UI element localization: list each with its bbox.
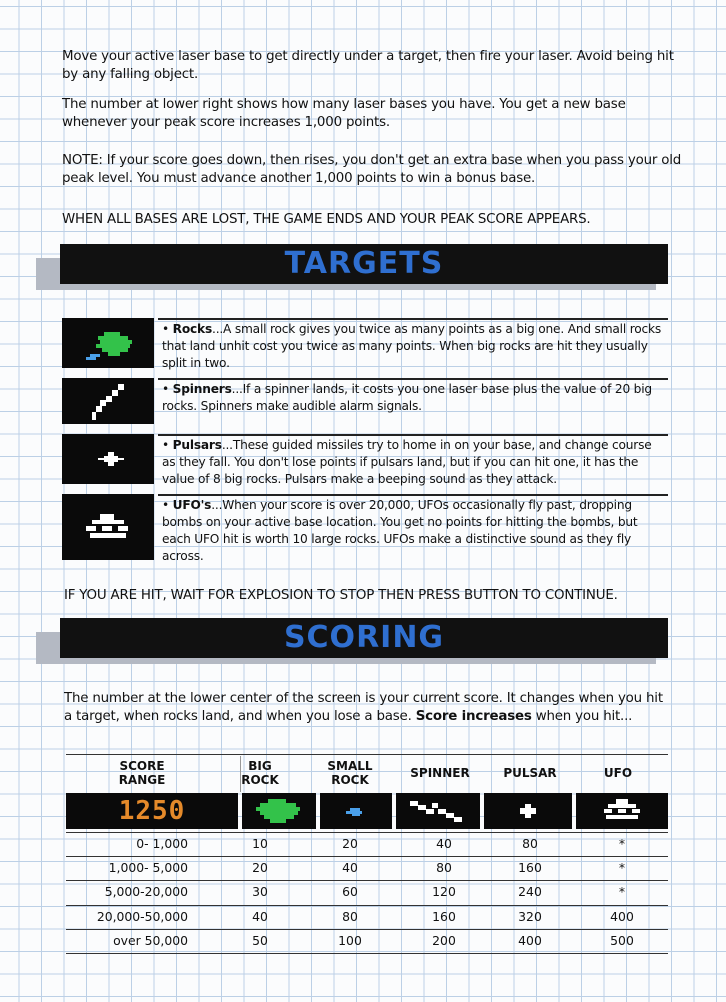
big-points-cell: 40 xyxy=(252,908,268,924)
big-rock-icon xyxy=(242,793,316,829)
ufos-description: • UFO's...When your score is over 20,000, UFOs occasionally fly past, dropping bombs on your active base location. You get no points for hitting the bombs, but each UFO hit is worth 10 large rocks. UFOs make a distinctive sound as they fly across. xyxy=(162,498,638,563)
big-rock-icon-box xyxy=(242,793,316,829)
target-row-pulsars xyxy=(62,434,668,486)
rocks-text: ...A small rock gives you twice as many points as a big one. And small rocks that land unhit cost you twice as many points. When big rocks are hit they usually split in two. xyxy=(162,322,662,370)
pulsar-points-cell: 400 xyxy=(518,932,542,948)
spinner-points-cell: 80 xyxy=(436,860,452,876)
ufo-points-cell: * xyxy=(618,836,626,851)
intro-note-paragraph: NOTE: If your score goes down, then rises, you don't get an extra base when you pass your old peak level. You must advance another 1,000 points to win a bonus base. xyxy=(62,153,682,186)
pulsars-description: • Pulsars...These guided missiles try to home in on your base, and change course as they fall. You don't lose points if pulsars land, but if you can hit one, it has the value of 8 big rocks. Pulsars make a beeping sound as they attack. xyxy=(162,438,652,486)
score-display: 1250 xyxy=(118,796,186,826)
ufo-table-icon xyxy=(576,793,668,829)
target-row-rocks xyxy=(62,318,668,370)
score-increases-label: Score increases xyxy=(415,709,532,724)
header-small-rock: SMALL ROCK xyxy=(327,759,373,787)
pulsar-points-cell: 80 xyxy=(522,836,538,851)
rocks-description: • Rocks...A small rock gives you twice as many points as a big one. And small rocks that land unhit cost you twice as many points. When big rocks are hit they usually split in two. xyxy=(162,322,662,370)
ufos-label: UFO's xyxy=(172,498,212,512)
ufo-points-cell: 500 xyxy=(610,932,634,948)
header-spinner: SPINNER xyxy=(410,766,470,780)
ufo-icon xyxy=(62,494,154,560)
score-range-cell: 5,000-20,000 xyxy=(104,884,188,900)
ufo-points-cell: * xyxy=(618,884,626,900)
header-big-rock: BIG ROCK xyxy=(241,759,279,787)
intro-paragraph-1: Move your active laser base to get directly under a target, then fire your laser. Avoid being hit by any falling object. xyxy=(62,49,674,82)
small-points-cell: 100 xyxy=(338,932,362,948)
scoring-desc-part-b: when you hit... xyxy=(535,709,633,724)
rocks-label: Rocks xyxy=(172,322,213,336)
small-rock-icon xyxy=(320,793,392,829)
spinner-image xyxy=(62,378,154,424)
header-pulsar: PULSAR xyxy=(503,766,557,780)
scoring-description xyxy=(64,690,670,726)
scoring-desc-part-a: The number at the lower center of the screen is your current score. It changes when you hit a target, when rocks land, and when you lose a base. xyxy=(64,691,663,724)
header-score-range: SCORE RANGE xyxy=(118,759,166,787)
pulsar-icon xyxy=(62,434,154,484)
small-points-cell: 60 xyxy=(342,884,358,900)
score-display-box xyxy=(66,793,238,829)
intro-paragraph-2: The number at lower right shows how many laser bases you have. You get a new base whenever your peak score increases 1,000 points. xyxy=(62,97,626,130)
small-points-cell: 80 xyxy=(342,908,358,924)
scoring-heading: SCORING xyxy=(283,620,445,655)
header-ufo: UFO xyxy=(603,766,633,780)
spinner-points-cell: 40 xyxy=(436,836,452,851)
pulsars-label: Pulsars xyxy=(172,438,222,452)
ufo-icon-box xyxy=(576,793,668,829)
big-points-cell: 30 xyxy=(252,884,268,900)
score-range-cell: over 50,000 xyxy=(113,932,188,948)
small-points-cell: 20 xyxy=(342,836,358,851)
score-range-cell: 20,000-50,000 xyxy=(96,908,188,924)
score-range-cell: 1,000- 5,000 xyxy=(108,860,188,876)
table-top-rule xyxy=(66,754,668,755)
spinners-label: Spinners xyxy=(172,382,232,396)
spinners-text: ...If a spinner lands, it costs you one laser base plus the value of 20 big rocks. Spinners make audible alarm signals. xyxy=(162,382,652,413)
pulsar-points-cell: 160 xyxy=(518,860,542,876)
spinner-icon xyxy=(62,378,154,424)
pulsars-text: ...These guided missiles try to home in on your base, and change course as they fall. You don't lose points if pulsars land, but if you can hit one, it has the value of 8 big rocks. Pulsars make a beeping sound as they attack. xyxy=(162,438,652,486)
ufo-image xyxy=(62,494,154,560)
big-points-cell: 10 xyxy=(252,836,268,851)
target-row-ufos xyxy=(62,494,668,564)
score-range-cell: 0- 1,000 xyxy=(136,836,188,851)
spinner-points-cell: 120 xyxy=(432,884,456,900)
big-points-cell: 20 xyxy=(252,860,268,876)
col-sep xyxy=(240,756,241,792)
spinner-points-cell: 200 xyxy=(432,932,456,948)
table-row-rule xyxy=(66,880,668,881)
small-points-cell: 40 xyxy=(342,860,358,876)
pulsar-image xyxy=(62,434,154,484)
game-end-notice: WHEN ALL BASES ARE LOST, THE GAME ENDS AND YOUR PEAK SCORE APPEARS. xyxy=(62,212,591,227)
target-row-spinners xyxy=(62,378,668,426)
scoring-heading-band xyxy=(36,618,668,664)
table-row-rule xyxy=(66,832,668,833)
ufos-text: ...When your score is over 20,000, UFOs occasionally fly past, dropping bombs on your active base location. You get no points for hitting the bombs, but each UFO hit is worth 10 large rocks. UFOs make a distinctive sound as they fly across. xyxy=(162,498,638,563)
targets-heading-band xyxy=(36,244,668,290)
table-bottom-rule xyxy=(66,953,668,954)
spinners-description: • Spinners...If a spinner lands, it costs you one laser base plus the value of 20 big rocks. Spinners make audible alarm signals. xyxy=(162,382,652,413)
spinner-icon-box xyxy=(396,793,480,829)
table-row-rule xyxy=(66,856,668,857)
table-row-rule xyxy=(66,905,668,906)
ufo-points-cell: 400 xyxy=(610,908,634,924)
ufo-points-cell: * xyxy=(618,860,626,876)
pulsar-table-icon xyxy=(484,793,572,829)
rock-icon xyxy=(62,318,154,368)
pulsar-icon-box xyxy=(484,793,572,829)
pulsar-points-cell: 240 xyxy=(518,884,542,900)
pulsar-points-cell: 320 xyxy=(518,908,542,924)
table-row-rule xyxy=(66,929,668,930)
small-rock-icon-box xyxy=(320,793,392,829)
hit-notice: IF YOU ARE HIT, WAIT FOR EXPLOSION TO STOP THEN PRESS BUTTON TO CONTINUE. xyxy=(64,588,618,603)
spinner-points-cell: 160 xyxy=(432,908,456,924)
rock-image xyxy=(62,318,154,368)
spinner-table-icon xyxy=(396,793,480,829)
targets-heading: TARGETS xyxy=(284,246,444,281)
big-points-cell: 50 xyxy=(252,932,268,948)
